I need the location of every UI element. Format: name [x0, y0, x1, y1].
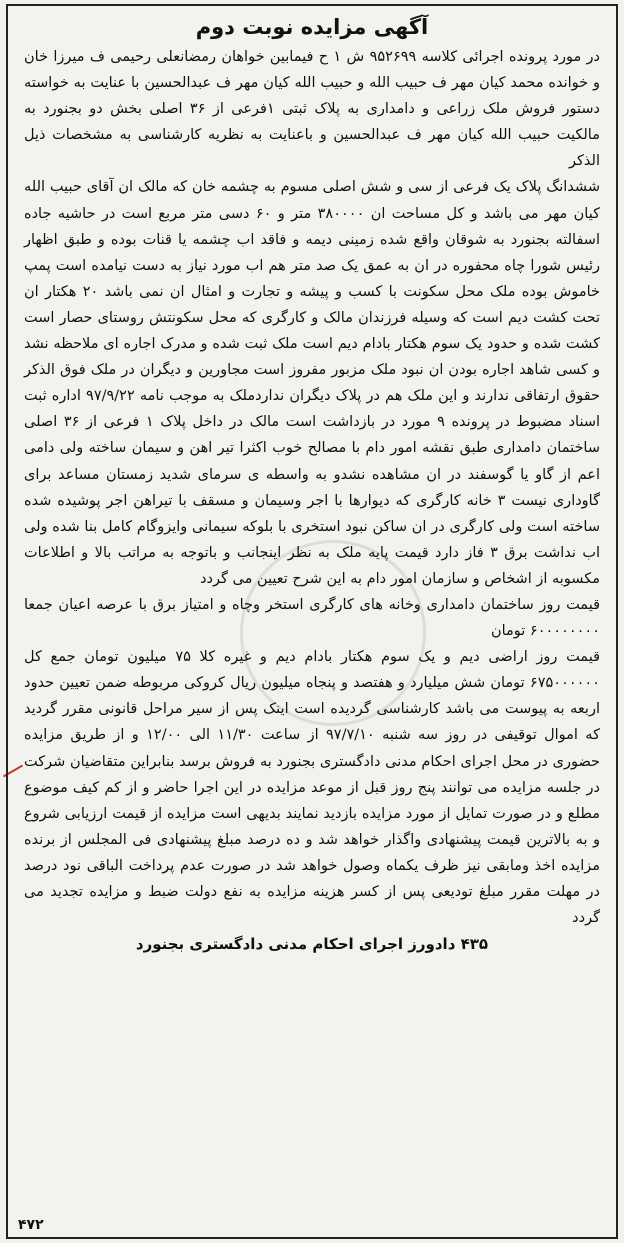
signature-line: ۴۳۵ دادورز اجرای احکام مدنی دادگستری بجنورد: [135, 935, 489, 954]
notice-title: آگهی مزایده نوبت دوم: [195, 15, 429, 39]
paragraph-building-price: قیمت روز ساختمان دامداری وخانه های کارگری استخر وچاه و امتیاز برق با عرصه اعیان جمعا ۶۰۰۰۰۰۰۰۰ تومان: [24, 596, 600, 640]
paragraph-auction-terms: قیمت روز اراضی دیم و یک سوم هکتار بادام دیم و غیره کلا ۷۵ میلیون تومان جمع کل ۶۷۵۰۰۰۰۰۰ تومان شش میلیارد و هفتصد و پنجاه میلیون ریال کروکی مربوطه ضمن تعیین حدود اربعه به پیوست می باشد کارشناسی گردیده است اینک پس از سیر مراحل قانونی مقرر گردید که اموال توقیفی در روز سه شنبه ۹۷/۷/۱۰ از ساعت ۱۱/۳۰ الی ۱۲/۰۰ و از طریق مزایده حضوری در محل اجرای احکام مدنی دادگستری بجنورد به فروش برسد بنابراین متقاضیان شرکت در جلسه مزایده می توانند پنج روز قبل از موعد مزایده در این اجرا حاضر و از کم کیف موضوع مطلع و در صورت تمایل از مورد مزایده بازدید نمایند بدیهی است مزایده از قیمت ارزیابی شروع و به بالاترین قیمت پیشنهادی واگذار خواهد شد و ده درصد مبلغ پیشنهادی فی المجلس از برنده مزایده اخذ ومابقی نیز ظرف یکماه وصول خواهد شد در صورت عدم پرداخت الباقی نود درصد در مهلت مقرر مبلغ تودیعی پس از کسر هزینه مزایده به نفع دولت ضبط و مزایده تجدید می گردد: [24, 649, 600, 927]
ad-code: ۴۷۲: [18, 1217, 44, 1233]
paragraph-property-description: ششدانگ پلاک یک فرعی از سی و شش اصلی مسوم به چشمه خان که مالک ان آقای حبیب الله کیان مهر می باشد و کل مساحت ان ۳۸۰۰۰۰ متر و ۶۰ دسی متر مربع است در حاشیه جاده اسفالته بجنورد به شوقان واقع شده زمینی دیمه و فاقد اب چشمه یا قنات بوده و طبق اظهار رئیس شورا چاه محفوره در ان به عمق یک صد متر هم اب مورد نیاز به دست نیامده است پمپ خاموش بوده ملک محل سکونت با کسب و پیشه و تجارت و امثال ان نمی باشد ۲۰ هکتار ان تحت کشت دیم است که وسیله فرزندان مالک و کارگری که محل سکونتش روستای حصار است کشت شده و حدود یک سوم هکتار بادام دیم است ملک ثبت شده و مدرک اجاره ای ملاحظه نشد و کسی شاهد اجاره بودن ان نبود ملک مزبور مفروز است مجاورین و دیگران در ملک فوق الذکر حقوق ارتفاقی ندارند و این ملک هم در پلاک دیگران نداردملک به موجب نامه ۹۷/۹/۲۲ اداره ثبت اسناد مضبوط در پرونده ۹ مورد در بازداشت است مالک در داخل پلاک ۱ فرعی از ۳۶ اصلی ساختمان دامداری طبق نقشه امور دام با مصالح خوب اکثرا تیر اهن و سیمان ساخته ولی دامی اعم از گاو یا گوسفند در ان مشاهده نشدو به واسطه ی سرمای شدید زمستان مساعد برای گاوداری نیست ۳ خانه کارگری که دیوارها با اجر وسیمان و مسقف با تیراهن اجر پوشیده شده ساخته است ولی کارگری در ان ساکن نبود استخری با بلوکه سیمانی وایزوگام کامل بنا شده ولی اب نداشت برق ۳ فاز دارد قیمت پایه ملک به نظر اینجانب و باتوجه به مراتب بالا و اطلاعات مکسوبه از اشخاص و سازمان امور دام به این شرح تعیین می گردد: [24, 179, 601, 587]
notice-body: [24, 44, 600, 931]
paragraph-case-intro: در مورد پرونده اجرائی کلاسه ۹۵۲۶۹۹ ش ۱ ح فیمابین خواهان رمضانعلی رحیمی ف میرزا خان و خوانده محمد کیان مهر ف حبیب الله و حبیب الله کیان مهر ف عبدالحسین با عنایت به خواسته دستور فروش ملک زراعی و دامداری به پلاک ثبتی ۱فرعی از ۳۶ اصلی بخش دو بجنورد به مالکیت حبیب الله کیان مهر ف عبدالحسین و باعنایت به نظریه کارشناسی به مشخصات ذیل الذکر: [24, 49, 601, 170]
notice-frame: [6, 4, 618, 1239]
